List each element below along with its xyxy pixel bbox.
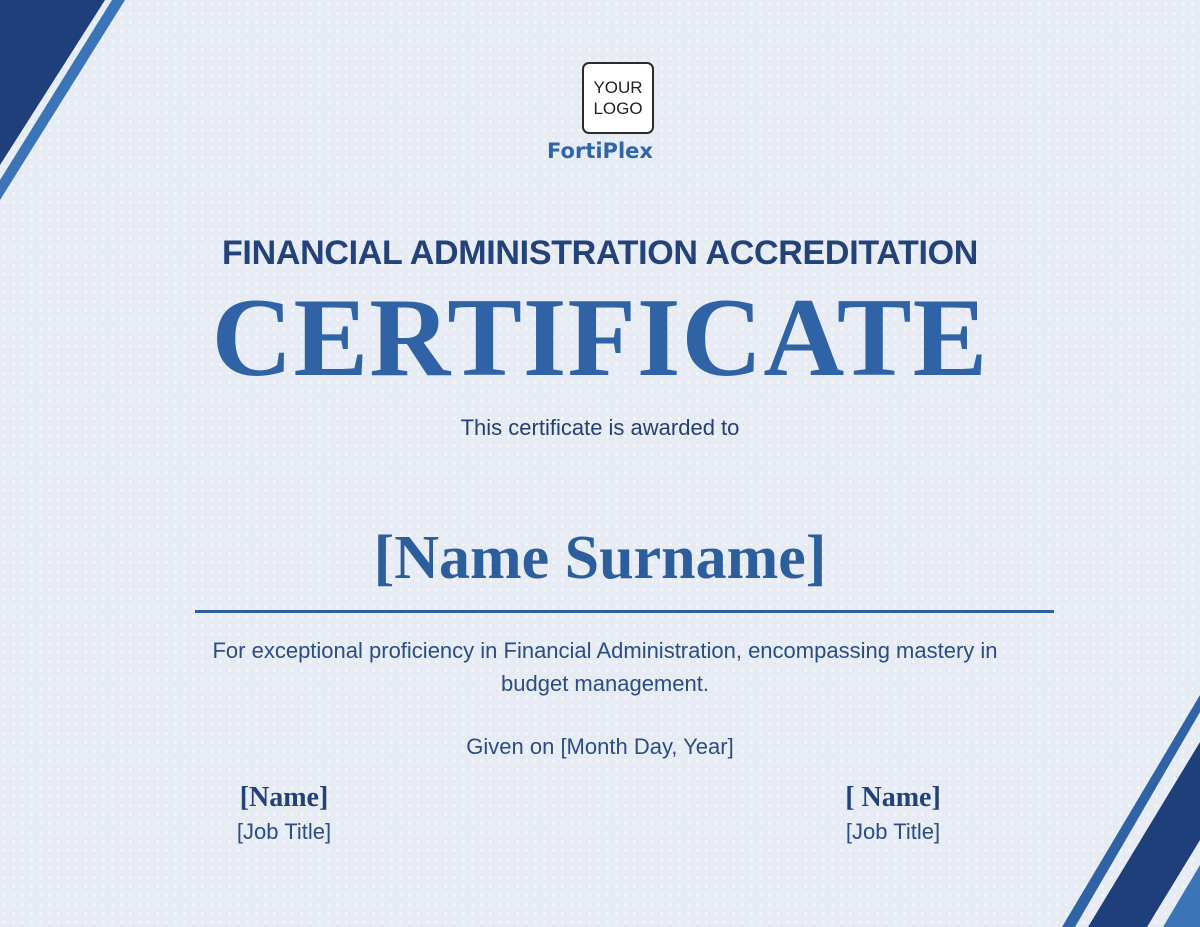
logo-text-line2: LOGO [593,99,643,118]
awarded-text: This certificate is awarded to [460,415,740,440]
signatory-job-title: [Job Title] [236,819,332,844]
name-underline [195,610,1054,613]
signatory-job-title: [Job Title] [845,819,941,844]
recipient-name: [Name Surname] [373,524,827,592]
certificate-title: CERTIFICATE [211,276,989,400]
signatory-name: [Name] [239,782,329,813]
signatory-name: [ Name] [845,782,941,813]
signatory-right [793,780,993,848]
certificate-description: For exceptional proficiency in Financial Administration, encompassing mastery in budget management. [212,638,998,696]
brand-name: FortiPlex [547,139,653,163]
logo-placeholder [582,62,654,134]
certificate-subtitle: FINANCIAL ADMINISTRATION ACCREDITATION [221,234,979,272]
given-date: Given on [Month Day, Year] [466,734,734,759]
logo-text-line1: YOUR [593,78,643,97]
signatory-left [184,780,384,848]
